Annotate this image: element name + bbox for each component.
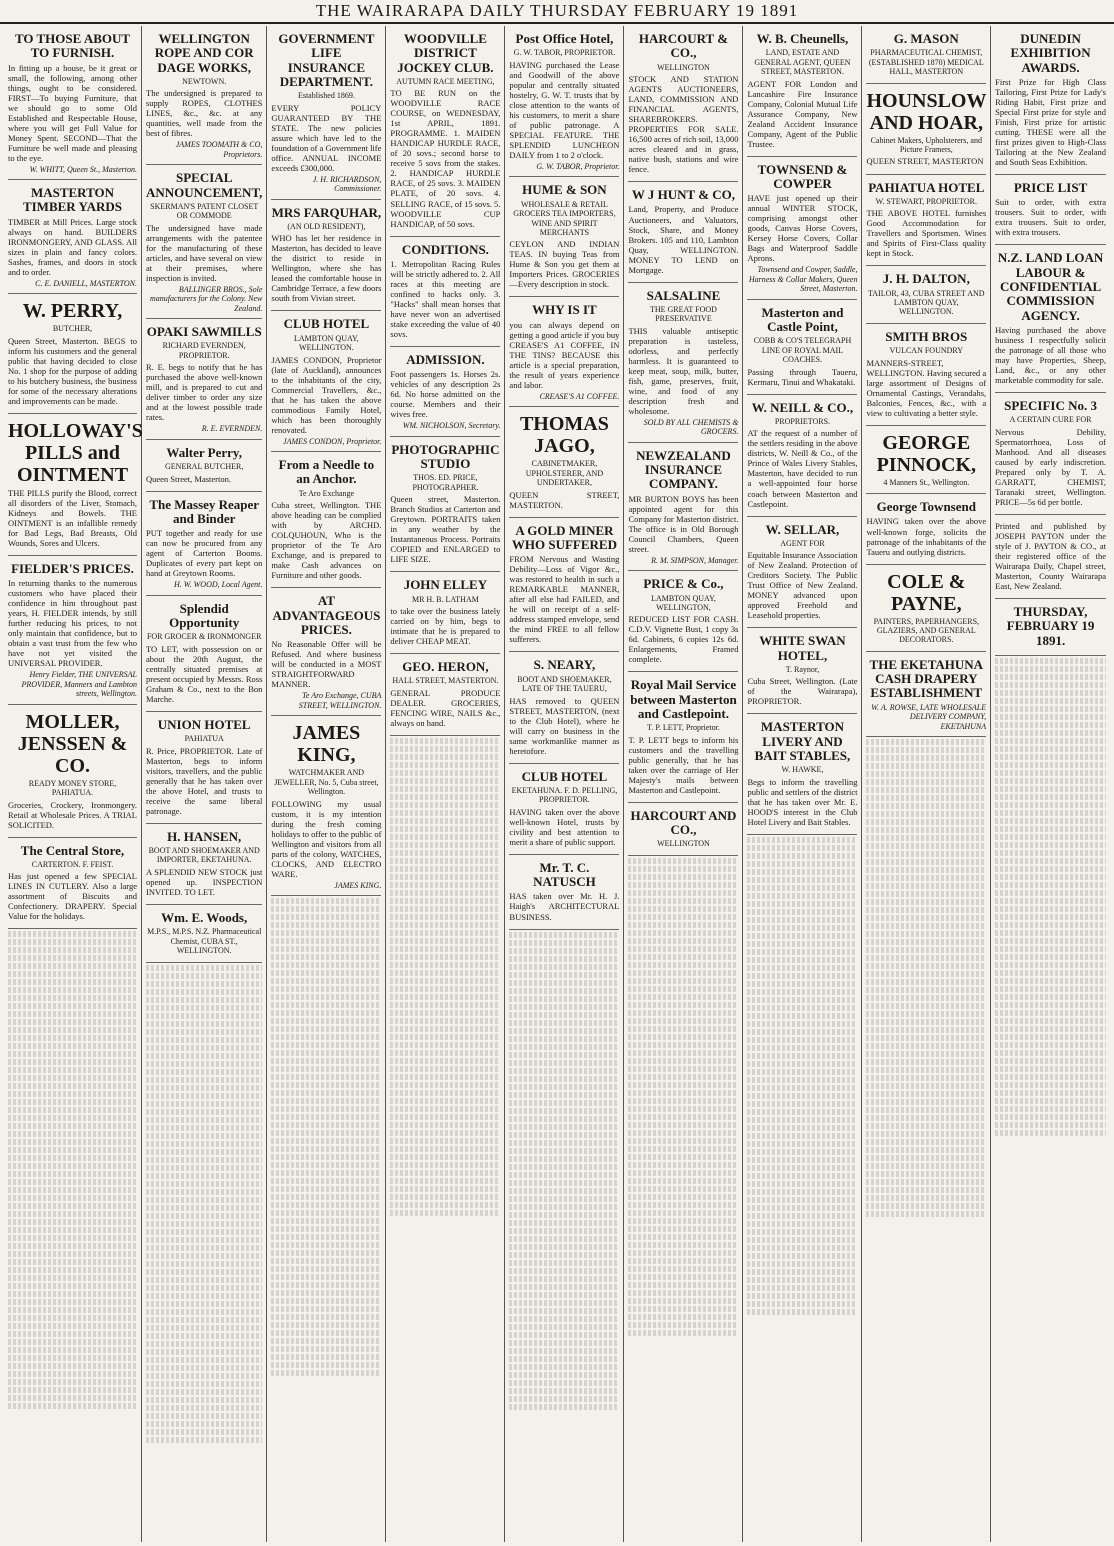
- ad-body: In fitting up a house, be it great or small, the following, among other things, ought to be considered. FIRST—To buying Furniture, that we should go to some Old Established and Respectable House, where you will get Full Value for Money Spent. SECOND—That the Furniture be well made and pleasing to the eye.: [8, 62, 137, 163]
- ad-title: HUME & SON: [522, 182, 607, 198]
- ad-title: W. SELLAR,: [765, 521, 840, 537]
- ad-title: SPECIFIC No. 3: [1004, 397, 1097, 413]
- ad-body: FROM Nervous and Wasting Debility—Loss of Vigor &c., was restored to health in such a REMARKABLE MANNER, after all else had FAILED, and he will on receipt of a self-address stamped envelope, send the mind FREE to all fellow sufferers.: [509, 554, 620, 645]
- ad-title: J. H. DALTON,: [882, 271, 970, 287]
- advertisement: [995, 245, 1106, 393]
- ad-subtitle: (AN OLD RESIDENT),: [287, 221, 366, 231]
- advertisement: [390, 347, 500, 437]
- ad-title: SMITH BROS: [885, 328, 968, 344]
- ad-subtitle: GENERAL BUTCHER,: [165, 462, 244, 472]
- ad-body: REDUCED LIST FOR CASH. C.D.V. Vignette Bust, 1 copy 3s 6d. Cabinets, 6 copies 12s 6d. Enlargements, Framed complete.: [628, 614, 739, 665]
- ad-body: MR BURTON BOYS has been appointed agent for this Company for Masterton district. The office is in Old Borough Council Chambers, Queen street.: [628, 493, 739, 554]
- ad-body: 1. Metropolitan Racing Rules will be strictly adhered to. 2. All races at this meeting are confined to hacks only. 3. "Hacks" shall mean horses that have never won an advertised stake exceeding the value of 40 sovs.: [390, 258, 501, 339]
- ad-title: UNION HOTEL: [157, 716, 251, 732]
- ad-signature: R. M. SIMPSON, Manager.: [651, 555, 739, 565]
- ad-subtitle: W. HAWKE,: [781, 765, 824, 775]
- ad-signature: SOLD BY ALL CHEMISTS & GROCERS.: [643, 417, 739, 437]
- advertisement: [509, 855, 619, 930]
- ad-title: COLE & PAYNE,: [887, 570, 966, 615]
- column-2: [142, 26, 267, 1542]
- advertisement: [747, 157, 857, 300]
- ad-subtitle: READY MONEY STORE, PAHIATUA.: [28, 778, 117, 798]
- advertisement: [8, 294, 137, 414]
- ad-subtitle: Cabinet Makers, Upholsterers, and Picture Framers,: [870, 135, 982, 155]
- ad-title: GEO. HERON,: [402, 659, 489, 675]
- ad-title: CLUB HOTEL: [283, 316, 370, 332]
- ad-subtitle: M.P.S., M.P.S. N.Z. Pharmaceutical Chemist, CUBA ST., WELLINGTON.: [147, 927, 262, 956]
- column-6: [624, 26, 743, 1542]
- advertisement: [8, 414, 143, 556]
- ad-subtitle: PAHIATUA: [184, 734, 224, 744]
- ad-body: HAS taken over Mr. H. J. Haigh's ARCHITECTURAL BUSINESS.: [509, 891, 620, 922]
- advertisement: [628, 26, 738, 182]
- ad-title: JOHN ELLEY: [403, 577, 488, 593]
- advertisement: [271, 452, 381, 588]
- ad-title: S. NEARY,: [533, 657, 596, 673]
- advertisement: [866, 84, 986, 175]
- column-4: [386, 26, 505, 1542]
- ad-signature: Townsend and Cowper, Saddle, Harness & Collar Makers, Queen Street, Masterton.: [748, 265, 858, 294]
- ad-signature: J. H. RICHARDSON, Commissioner.: [312, 174, 382, 194]
- ad-subtitle: PAINTERS, PAPERHANGERS, GLAZIERS, AND GENERAL DECORATORS.: [873, 616, 980, 645]
- ad-body: HAS removed to QUEEN STREET, MASTERTON, (next to the Club Hotel), where he will carry on business in the same workmanlike manner as heretofore.: [509, 695, 620, 756]
- ad-body: Queen Street, Masterton. BEGS to inform his customers and the general public that having decided to close No. 1 shop for the purpose of adding to his butchery business, the business for some of the necessary alterations and improvements can be made.: [8, 335, 137, 406]
- ad-signature: WM. NICHOLSON, Secretary.: [402, 421, 501, 431]
- ad-signature: Te Aro Exchange, CUBA STREET, WELLINGTON.: [298, 691, 382, 710]
- ad-subtitle: PHARMACEUTICAL CHEMIST, (ESTABLISHED 1870) MEDICAL HALL, MASTERTON: [868, 48, 984, 77]
- column-7: [743, 26, 862, 1542]
- advertisement: [509, 297, 619, 407]
- ad-body: T. P. LETT begs to inform his customers and the travelling public generally, that he has taken over the carriage of Her Majesty's mails between Masterton and Castlepoint.: [628, 734, 739, 795]
- advertisement: [8, 705, 137, 838]
- ad-subtitle: LAND, ESTATE AND GENERAL AGENT, QUEEN STREET, MASTERTON.: [754, 48, 851, 77]
- ad-body: Having purchased the above business I respectfully solicit the patronage of all those who may have Properties, Sheep, Land, &c., or any other marketable commodity for sale.: [995, 324, 1106, 385]
- ad-subtitle: THOS. ED. PRICE, PHOTOGRAPHER.: [412, 473, 479, 492]
- ad-title: A GOLD MINER WHO SUFFERED: [511, 522, 617, 552]
- ad-title: SALSALINE: [646, 287, 721, 303]
- ad-body: Cuba street, Wellington. THE above heading can be complied with by ARCHD. COLQUHOUN, Who is the proprietor of the Te Aro Exchange, and is prepared to make Cash advances on Furniture and other goods.: [271, 500, 382, 581]
- ad-body: Has just opened a few SPECIAL LINES IN CUTLERY. Also a large assortment of Biscuits and Confectionery. DRAPERY. Special Value for the holidays.: [8, 871, 137, 922]
- advertisement: [995, 599, 1106, 656]
- ad-body: Foot passengers 1s. Horses 2s. vehicles of any description 2s 6d. No horse admitted on the course. Members and their wives free.: [390, 369, 501, 420]
- ad-title: PHOTOGRAPHIC STUDIO: [391, 441, 500, 472]
- ad-body: you can always depend on getting a good article if you buy CREASE'S A1 COFFEE, IN THE TINS? BECAUSE this article is a special preparation, the result of years experience and labor.: [509, 319, 620, 390]
- ad-body: A SPLENDID NEW STOCK just opened up. INSPECTION INVITED. TO LET.: [146, 866, 263, 897]
- ad-signature: Henry Fielder, THE UNIVERSAL PROVIDER, Manners and Lambton streets, Wellington.: [21, 670, 137, 699]
- ad-title: GOVERNMENT LIFE INSURANCE DEPARTMENT.: [278, 31, 375, 89]
- advertisement: [146, 824, 262, 905]
- print-texture: [866, 739, 986, 1217]
- advertisement: [8, 556, 137, 705]
- advertisement: [509, 652, 619, 763]
- ad-body: AGENT FOR London and Lancashire Fire Insurance Company, Colonial Mutual Life Assurance Company, New Zealand Accident Insurance Company, Agent of the Public Trustee.: [747, 78, 858, 149]
- ad-signature: JAMES TOOMATH & CO, Proprietors.: [175, 140, 263, 159]
- advertisement: [995, 515, 1106, 599]
- advertisement: [271, 26, 381, 200]
- ad-title: SPECIAL ANNOUNCEMENT,: [146, 170, 263, 200]
- ad-title: MASTERTON LIVERY AND BAIT STABLES,: [754, 719, 851, 764]
- advertisement: [390, 654, 500, 736]
- ad-subtitle: NEWTOWN.: [182, 76, 227, 86]
- ad-signature: G. W. TABOR, Proprietor.: [536, 161, 620, 171]
- advertisement: [390, 572, 500, 654]
- ad-body: AT the request of a number of the settlers residing in the above districts, W. Neill & Co., of the Prince of Wales Livery Stables, Masterton, have decided to run a well-appointed four horse coach between Masterton and Castlepoint.: [747, 428, 858, 509]
- print-texture: [628, 858, 738, 1336]
- ad-title: OPAKI SAWMILLS: [146, 324, 262, 340]
- ad-signature: JAMES KING.: [334, 880, 382, 890]
- ad-title: CLUB HOTEL: [521, 768, 608, 784]
- ad-body: No Reasonable Offer will be Refused. And where business will be conducted in a MOST STRAIGHTFORWARD MANNER.: [271, 639, 382, 690]
- ad-body: The undersigned is prepared to supply ROPES, CLOTHES LINES, &c., &c. at any quantities, well made from the best of fibres.: [146, 88, 263, 139]
- ad-signature: R. E. EVERNDEN.: [201, 424, 263, 434]
- ad-title: WHY IS IT: [532, 302, 597, 318]
- advertisement: [628, 182, 738, 282]
- advertisement: [747, 517, 857, 629]
- advertisement: [390, 237, 500, 347]
- advertisement: [866, 565, 986, 652]
- ad-title: MOLLER, JENSSEN & CO.: [17, 710, 128, 777]
- ad-title: HARCOURT & CO.,: [638, 31, 729, 61]
- column-1: [4, 26, 142, 1542]
- ad-body: QUEEN STREET, MASTERTON.: [509, 489, 620, 510]
- advertisement: [271, 200, 381, 312]
- advertisement: [8, 180, 137, 294]
- print-texture: [995, 658, 1106, 1136]
- ad-title: MRS FARQUHAR,: [271, 204, 382, 220]
- ad-title: WOODVILLE DISTRICT JOCKEY CLUB.: [397, 31, 494, 75]
- ad-title: The Massey Reaper and Binder: [149, 496, 260, 526]
- ad-subtitle: T. P. LETT, Proprietor.: [647, 723, 720, 733]
- ad-body: Equitable Insurance Association of New Zealand. Protection of Creditors Society. The Public Trust Office of New Zealand. MONEY advanced upon approved Freehold and Leasehold properties.: [747, 550, 858, 621]
- ad-signature: H. W. WOOD, Local Agent.: [173, 580, 263, 590]
- ad-signature: C. E. DANIELL, MASTERTON.: [35, 278, 137, 288]
- ad-subtitle: TAILOR, 43, CUBA STREET AND LAMBTON QUAY, WELLINGTON.: [868, 288, 985, 317]
- ad-subtitle: A CERTAIN CURE FOR: [1009, 415, 1092, 425]
- advertisement: [271, 311, 381, 452]
- advertisement: [628, 571, 738, 672]
- ad-title: Post Office Hotel,: [515, 31, 614, 46]
- ad-body: TO LET, with possession on or about the 20th August, the centrally situated premises at present occupied by Messrs. Ross Graham & Co., next to the Bon Marche.: [146, 643, 263, 704]
- ad-subtitle: LAMBTON QUAY, WELLINGTON,: [651, 593, 716, 612]
- advertisement: [628, 443, 738, 571]
- ad-body: JAMES CONDON, Proprietor (late of Auckland), announces to the inhabitants of the city, Commercial Travellers, &c., that he has taken the above commodious Family Hotel, which has been thoroughly renovated.: [271, 354, 382, 435]
- ad-title: PRICE LIST: [1013, 180, 1088, 196]
- advertisement: [146, 165, 262, 319]
- ad-subtitle: FOR GROCER & IRONMONGER: [146, 632, 262, 642]
- ad-title: HOUNSLOW AND HOAR,: [866, 89, 987, 134]
- advertisement: [866, 494, 986, 564]
- advertisement: [146, 596, 262, 712]
- ad-subtitle: WELLINGTON: [657, 62, 710, 72]
- advertisement: [866, 324, 986, 426]
- ad-title: George Townsend: [876, 499, 976, 515]
- ad-body: QUEEN STREET, MASTERTON: [866, 156, 984, 167]
- ad-body: MANNERS-STREET, WELLINGTON. Having secured a large assortment of Designs of Ornamental Castings, Verandahs, Balconies, Fences, &c., with a view to cultivating a better style.: [866, 357, 987, 418]
- ad-subtitle: SKERMAN'S PATENT CLOSET OR COMMODE: [150, 201, 259, 221]
- ad-body: The undersigned have made arrangements with the patentee for the manufacturing of these articles, and have several on view at their premises, where inspection is invited.: [146, 222, 263, 283]
- ad-subtitle: WATCHMAKER AND JEWELLER, No. 5, Cuba street, Wellington.: [274, 768, 379, 797]
- ad-body: WHO has let her residence in Masterton, has decided to leave the district to reside in Wellington, where she has leased the comfortable house in Cambridge Terrace, a few doors south from Vivian street.: [271, 233, 382, 304]
- ad-title: The Central Store,: [20, 842, 125, 858]
- ad-title: DUNEDIN EXHIBITION AWARDS.: [1010, 31, 1091, 75]
- advertisement: [146, 492, 262, 596]
- ad-signature: BALLINGER BROS., Sole manufacturers for the Colony. New Zealand.: [150, 284, 263, 313]
- ad-body: THIS valuable antiseptic preparation is tasteless, odorless, and perfectly harmless. It is guaranteed to keep meat, soup, milk, butter, fish, game, preserves, fruit, wine, and food of any description fresh and wholesome.: [628, 325, 739, 416]
- ad-title: FIELDER'S PRICES.: [11, 560, 134, 576]
- ad-subtitle: EKETAHUNA. F. D. PELLING, PROPRIETOR.: [511, 785, 618, 805]
- ad-subtitle: MR H. B. LATHAM: [411, 594, 479, 604]
- advertisement: [747, 714, 857, 834]
- masthead-title: THE WAIRARAPA DAILY THURSDAY FEBRUARY 19 1891: [315, 1, 799, 20]
- ad-body: Nervous Debility, Spermatorrhoea, Loss of Manhood. And all diseases caused by early indiscretion. Prepared only by T. A. GARRATT, CHEMIST, Taranaki street, Wellington. PRICE—5s 6d per bottle.: [995, 426, 1106, 507]
- ad-subtitle: LAMBTON QUAY, WELLINGTON.: [294, 333, 359, 353]
- masthead: [0, 0, 1114, 24]
- ad-title: Masterton and Castle Point,: [761, 304, 844, 335]
- ad-subtitle: CARTERTON. F. FEIST.: [31, 859, 114, 869]
- ad-body: PUT together and ready for use can now be procured from any agent of Carterton Booms. Duplicates of every part kept on hand at Greytown Rooms.: [146, 528, 263, 579]
- ad-title: MASTERTON TIMBER YARDS: [22, 185, 123, 215]
- column-9: [991, 26, 1110, 1542]
- ad-body: In returning thanks to the numerous customers who have placed their confidence in him throughout past years, H. FIELDER intends, by still further reducing his prices, to not only maintain that confidence, but to obtain a vast trust from the few who have not yet visited the UNIVERSAL PROVIDER.: [8, 578, 137, 669]
- advertisement: [866, 426, 986, 494]
- ad-subtitle: BOOT AND SHOEMAKER, LATE OF THE TAUERU,: [517, 674, 612, 694]
- ad-title: Splendid Opportunity: [169, 600, 240, 631]
- print-texture: [271, 898, 381, 1376]
- ad-body: Cuba Street, Wellington. (Late of the Wairarapa), PROPRIETOR.: [747, 676, 858, 707]
- ad-body: STOCK AND STATION AGENTS AUCTIONEERS, LAND, COMMISSION AND FINANCIAL AGENTS, SHAREBROKERS. PROPERTIES FOR SALE. 16,500 acres of rich soil, 13,000 acres cleared and in grass, native bush, stations and wire fence.: [628, 74, 739, 175]
- ad-title: GEORGE PINNOCK,: [876, 431, 977, 476]
- ad-subtitle: WHOLESALE & RETAIL GROCERS TEA IMPORTERS, WINE AND SPIRIT MERCHANTS: [513, 199, 616, 237]
- ad-body: Printed and published by JOSEPH PAYTON under the style of J. PAYTON & CO., at their registered office of the Wairarapa Daily, Chapel street, Masterton, County Wairarapa East, New Zealand.: [995, 520, 1106, 591]
- ad-body: GENERAL PRODUCE DEALER. GROCERIES, FENCING WIRE, NAILS &c., always on hand.: [390, 687, 501, 728]
- ad-title: W. NEILL & CO.,: [751, 399, 854, 415]
- ad-subtitle: VULCAN FOUNDRY: [889, 346, 964, 356]
- advertisement: [146, 905, 262, 963]
- ad-body: HAVE just opened up their annual WINTER STOCK, comprising amongst other goods, Canvas Horse Covers, Kersey Horse Covers, Collar Bags and Waterproof Saddle Aprons.: [747, 193, 858, 264]
- ad-body: HAVING purchased the Lease and Goodwill of the above popular and centrally situated hostelry, G. W. T. trusts that by close attention to the wants of his customers, to merit a share of public patronage. A SPECIAL FEATURE. THE SPLENDID LUNCHEON DAILY from 1 to 2 o'clock.: [509, 59, 620, 160]
- advertisement: [995, 26, 1106, 175]
- ad-subtitle: BUTCHER,: [52, 324, 93, 334]
- ad-subtitle: T. Raynor,: [785, 664, 820, 674]
- ad-body: EVERY POLICY GUARANTEED BY THE STATE. The new policies assure which have led to the foundation of a Government life office. ANNUAL INCOME exceeds £300,000.: [271, 102, 382, 173]
- advertisement: [866, 652, 986, 737]
- ad-title: Walter Perry,: [166, 444, 242, 460]
- advertisement: [146, 319, 262, 440]
- ad-title: HARCOURT AND CO.,: [630, 807, 737, 838]
- column-5: [505, 26, 624, 1542]
- ad-subtitle: CABINETMAKER, UPHOLSTERER, AND UNDERTAKER,: [525, 459, 604, 488]
- ad-subtitle: RICHARD EVERNDEN, PROPRIETOR.: [162, 341, 246, 360]
- ad-body: Queen Street, Masterton.: [146, 473, 231, 484]
- ad-title: Mr. T. C. NATUSCH: [533, 859, 596, 890]
- advertisement: [8, 26, 137, 180]
- advertisement: [390, 26, 500, 237]
- ad-title: TO THOSE ABOUT TO FURNISH.: [14, 31, 131, 61]
- ad-body: TO BE RUN on the WOODVILLE RACE COURSE, on WEDNESDAY, 1st APRIL, 1891. PROGRAMME. 1. MAIDEN HANDICAP HURDLE RACE, of 20 sovs.; second horse to receive 5 sovs from the stakes. 2. HANDICAP HURDLE RACE, of 25 sovs. 3. MAIDEN PLATE, of 20 sovs. 4. SELLING RACE, of 15 sovs. 5. WOODVILLE CUP HANDICAP, of 50 sovs.: [390, 88, 501, 229]
- ad-body: Begs to inform the travelling public and settlers of the district that he has taken over Mr. E. HOOD'S interest in the Club Hotel Livery and Bait Stables.: [747, 776, 858, 827]
- advertisement: [390, 437, 500, 573]
- advertisement: [271, 716, 381, 896]
- ad-subtitle: HALL STREET, MASTERTON.: [392, 676, 499, 686]
- advertisement: [747, 628, 857, 714]
- ad-title: W. B. Cheunells,: [756, 31, 849, 46]
- ad-subtitle: Te Aro Exchange: [298, 488, 355, 498]
- ad-subtitle: 4 Manners St., Wellington.: [883, 477, 970, 487]
- advertisement: [509, 518, 619, 653]
- advertisement: [509, 764, 619, 855]
- ad-title: HOLLOWAY'S PILLS and OINTMENT: [8, 419, 143, 486]
- advertisement: [628, 672, 738, 802]
- ad-subtitle: WELLINGTON: [657, 839, 710, 849]
- ad-title: AT ADVANTAGEOUS PRICES.: [272, 593, 381, 637]
- ad-subtitle: AGENT FOR: [780, 538, 825, 548]
- ad-title: W. PERRY,: [22, 300, 123, 323]
- advertisement: [995, 175, 1106, 245]
- ad-signature: W. WHITT, Queen St., Masterton.: [29, 164, 137, 174]
- advertisement: [509, 26, 619, 177]
- print-texture: [509, 932, 619, 1410]
- ad-body: Queen street, Masterton. Branch Studios at Carterton and Greytown. PORTRAITS taken in any weather by the Instantaneous Process. Portraits COPIED and ENLARGED to LIFE SIZE.: [390, 494, 501, 565]
- ad-body: HAVING taken over the above well-known forge, solicits the patronage of the inhabitants of the Taueru and outlying districts.: [866, 516, 987, 557]
- ad-body: TIMBER at Mill Prices. Large stock always on hand. BUILDERS IRONMONGERY, AND GLASS. All sizes in plain and fancy colors. Sashes, frames, and doors in stock and to order.: [8, 216, 137, 277]
- ad-title: TOWNSEND & COWPER: [757, 161, 848, 192]
- advertisement: [747, 26, 857, 157]
- ad-body: THE PILLS purify the Blood, correct all disorders of the Liver, Stomach, Kidneys and Bowels. THE OINTMENT is an infallible remedy for Bad Legs, Bad Breasts, Old Wounds, Sores and Ulcers.: [8, 487, 137, 548]
- ad-title: From a Needle to an Anchor.: [278, 457, 375, 487]
- ad-body: Groceries, Crockery, Ironmongery. Retail at Wholesale Prices. A TRIAL SOLICITED.: [8, 799, 137, 830]
- print-texture: [390, 738, 500, 1216]
- advertisement: [866, 26, 986, 84]
- ad-body: FOLLOWING my usual custom, it is my intention during the fresh coming holidays to offer to the public of Wellington and visitors from all parts of the colony, WATCHES, CLOCKS, AND ELECTRO WARE.: [271, 798, 382, 879]
- advertisement: [271, 588, 381, 716]
- ad-title: THE EKETAHUNA CASH DRAPERY ESTABLISHMENT: [869, 656, 984, 701]
- ad-signature: JAMES CONDON, Proprietor.: [283, 436, 382, 446]
- advertisement: [628, 803, 738, 856]
- advertisement: [995, 393, 1106, 515]
- ad-title: PAHIATUA HOTEL: [868, 179, 985, 195]
- print-texture: [146, 965, 262, 1443]
- ad-title: WELLINGTON ROPE AND COR DAGE WORKS,: [154, 31, 254, 75]
- ad-title: Royal Mail Service between Masterton and Castlepoint.: [630, 677, 737, 722]
- advertisement: [146, 440, 262, 492]
- ad-title: NEWZEALAND INSURANCE COMPANY.: [636, 447, 731, 492]
- ad-subtitle: G. W. TABOR, PROPRIETOR.: [513, 48, 616, 58]
- ad-signature: CREASE'S A1 COFFEE.: [539, 391, 620, 401]
- advertisement: [146, 26, 262, 165]
- ad-subtitle: PROPRIETORS.: [774, 416, 831, 426]
- ad-title: Wm. E. Woods,: [161, 909, 248, 925]
- ad-title: W J HUNT & CO,: [631, 187, 736, 203]
- advertisement: [747, 395, 857, 517]
- column-8: [862, 26, 991, 1542]
- print-texture: [8, 931, 137, 1409]
- ad-body: Land, Property, and Produce Auctioneers, and Valuators, Stock, Share, and Money Brokers. 105 and 110, Lambton Quay, WELLINGTON. MONEY TO LEND on Mortgage.: [628, 204, 739, 275]
- ad-body: HAVING taken over the above well-known Hotel, trusts by civility and best attention to merit a share of public support.: [509, 806, 620, 847]
- ad-subtitle: THE GREAT FOOD PRESERVATIVE: [649, 304, 717, 324]
- advertisement: [146, 712, 262, 824]
- ad-body: Passing through Taueru, Kermaru, Tinui and Whakataki.: [747, 366, 858, 387]
- ad-body: R. E. begs to notify that he has purchased the above well-known mill, and is prepared to cut and deliver timber to order any size and at the lowest possible trade rates.: [146, 362, 263, 423]
- ad-body: R. Price, PROPRIETOR. Late of Masterton, begs to inform visitors, travellers, and the public generally that he has taken over the above Hotel, and trusts to receive the same liberal patronage.: [146, 745, 263, 816]
- ad-subtitle: Established 1869.: [297, 91, 355, 101]
- column-3: [267, 26, 386, 1542]
- ad-title: PRICE & Co.,: [643, 576, 724, 592]
- ad-body: THE ABOVE HOTEL furnishes Good Accommodation for Travellers and Sportsmen. Wines and Spirits of First-Class quality kept in Stock.: [866, 208, 987, 259]
- ad-title: CONDITIONS.: [401, 241, 489, 257]
- ad-subtitle: AUTUMN RACE MEETING,: [396, 76, 495, 86]
- ad-body: Suit to order, with extra trousers. Suit to order, with extra trousers. Suit to order, with extra trousers.: [995, 197, 1106, 238]
- ad-title: WHITE SWAN HOTEL,: [759, 633, 846, 663]
- advertisement: [866, 175, 986, 267]
- ad-title: THOMAS JAGO,: [519, 413, 609, 458]
- advertisement: [509, 177, 619, 297]
- ad-title: ADMISSION.: [406, 351, 485, 367]
- ad-subtitle: COBB & CO'S TELEGRAPH LINE OF ROYAL MAIL COACHES.: [753, 336, 852, 365]
- ad-subtitle: BOOT AND SHOEMAKER AND IMPORTER, EKETAHUNA.: [148, 845, 260, 865]
- ad-title: JAMES KING,: [292, 722, 361, 767]
- print-texture: [747, 837, 857, 1315]
- ad-subtitle: W. STEWART, PROPRIETOR.: [875, 196, 977, 206]
- advertisement: [509, 407, 619, 517]
- ad-title: G. MASON: [893, 31, 959, 46]
- advertisement: [8, 838, 137, 930]
- ad-body: CEYLON AND INDIAN TEAS. IN buying Teas from Hume & Son you get them at Importers Prices. GROCERIES—Every description in stock.: [509, 239, 620, 290]
- advertisement: [866, 266, 986, 324]
- newspaper-columns: [4, 26, 1110, 1542]
- ad-body: to take over the business lately carried on by him, begs to intimate that he is prepared to deliver CHEAP MEAT.: [390, 606, 501, 647]
- ad-signature: W. A. ROWSE, LATE WHOLESALE DELIVERY COMPANY, EKETAHUNA: [871, 702, 987, 731]
- ad-title: H. HANSEN,: [167, 828, 242, 844]
- ad-title: N.Z. LAND LOAN LABOUR & CONFIDENTIAL COMMISSION AGENCY.: [997, 250, 1104, 323]
- advertisement: [628, 283, 738, 443]
- ad-body: First Prize for High Class Tailoring, First Prize for Lady's Riding Habit, First prize and Special First prize for style and Finish, First prize for artistic cutting. THESE were all the first prizes given to High-Class Tailoring at the New Zealand and South Seas Exhibition.: [995, 76, 1106, 168]
- advertisement: [747, 300, 857, 395]
- ad-title: THURSDAY, FEBRUARY 19 1891.: [1006, 603, 1095, 648]
